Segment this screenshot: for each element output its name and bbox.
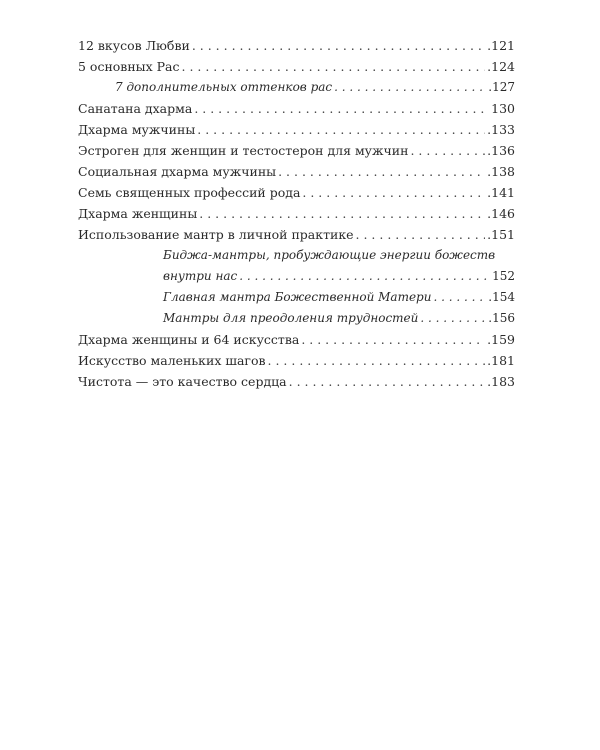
toc-entry-title: Санатана дхарма bbox=[78, 101, 193, 116]
toc-entry[interactable] bbox=[78, 374, 515, 395]
toc-entry[interactable] bbox=[78, 164, 515, 185]
toc-entry-page: .159 bbox=[487, 332, 515, 347]
toc-entry-title: 7 дополнительных оттенков рас bbox=[115, 80, 333, 94]
toc-entry[interactable] bbox=[78, 353, 515, 374]
leader-dots bbox=[197, 122, 485, 137]
toc-entry-title-line2: внутри нас bbox=[163, 269, 238, 283]
leader-dots bbox=[433, 290, 486, 305]
toc-subentry[interactable] bbox=[78, 290, 515, 311]
toc-entry-page: 152 bbox=[492, 269, 515, 283]
toc-entry-page: .181 bbox=[487, 353, 515, 368]
leader-dots bbox=[239, 269, 490, 284]
toc-entry-page: .146 bbox=[487, 206, 515, 221]
leader-dots bbox=[194, 101, 489, 116]
toc-entry[interactable] bbox=[78, 206, 515, 227]
toc-entry-page: .136 bbox=[487, 143, 515, 158]
toc-entry-title: Использование мантр в личной практике bbox=[78, 227, 354, 242]
toc-entry[interactable] bbox=[78, 38, 515, 59]
leader-dots bbox=[182, 59, 486, 74]
toc-subentry[interactable] bbox=[78, 311, 515, 332]
leader-dots bbox=[199, 206, 485, 221]
toc-entry-page: .133 bbox=[487, 122, 515, 137]
leader-dots bbox=[278, 164, 485, 179]
toc-entry[interactable] bbox=[78, 122, 515, 143]
leader-dots bbox=[192, 38, 485, 53]
leader-dots bbox=[289, 374, 486, 389]
toc-entry-title: Дхарма женщины bbox=[78, 206, 198, 221]
toc-entry-title: Чистота — это качество сердца bbox=[78, 374, 287, 389]
toc-entry-title: Семь священных профессий рода bbox=[78, 185, 301, 200]
toc-entry-page: .124 bbox=[487, 59, 515, 74]
toc-entry-page: 130 bbox=[491, 101, 515, 116]
toc-entry-title: 12 вкусов Любви bbox=[78, 38, 190, 53]
toc-entry-title: Искусство маленьких шагов bbox=[78, 353, 266, 368]
leader-dots bbox=[410, 143, 485, 158]
leader-dots bbox=[301, 332, 485, 347]
toc-entry[interactable] bbox=[78, 101, 515, 122]
toc-subentry[interactable] bbox=[78, 248, 515, 290]
toc-entry[interactable] bbox=[78, 185, 515, 206]
toc-entry-page: .121 bbox=[487, 38, 515, 53]
toc-entry-page: .127 bbox=[488, 80, 515, 94]
leader-dots bbox=[268, 353, 486, 368]
toc-entry[interactable] bbox=[78, 227, 515, 248]
toc-entry-title: Дхарма женщины и 64 искусства bbox=[78, 332, 300, 347]
toc-entry[interactable] bbox=[78, 332, 515, 353]
toc-entry-title: Главная мантра Божественной Матери bbox=[163, 290, 432, 304]
leader-dots bbox=[334, 80, 486, 95]
toc-entry[interactable] bbox=[78, 59, 515, 80]
toc-entry-title: 5 основных Рас bbox=[78, 59, 180, 74]
toc-entry[interactable] bbox=[78, 143, 515, 164]
leader-dots bbox=[356, 227, 486, 242]
toc-entry-title: Мантры для преодоления трудностей bbox=[163, 311, 419, 325]
leader-dots bbox=[302, 185, 485, 200]
toc-entry-page: .151 bbox=[487, 227, 515, 242]
toc-entry-title: Эстроген для женщин и тестостерон для мужчин bbox=[78, 143, 409, 158]
toc-entry-title: Социальная дхарма мужчины bbox=[78, 164, 277, 179]
toc-entry-title-line1: Биджа-мантры, пробуждающие энергии божеств bbox=[163, 248, 496, 262]
toc-entry-page: .141 bbox=[487, 185, 515, 200]
toc-entry-page: .138 bbox=[487, 164, 515, 179]
toc-entry-page: .183 bbox=[487, 374, 515, 389]
toc-entry-title: Дхарма мужчины bbox=[78, 122, 196, 137]
leader-dots bbox=[420, 311, 486, 326]
table-of-contents bbox=[78, 38, 515, 395]
toc-entry-page: .156 bbox=[488, 311, 515, 325]
toc-entry-second-line bbox=[163, 269, 515, 290]
toc-subentry[interactable] bbox=[78, 80, 515, 101]
toc-entry-page: .154 bbox=[488, 290, 515, 304]
